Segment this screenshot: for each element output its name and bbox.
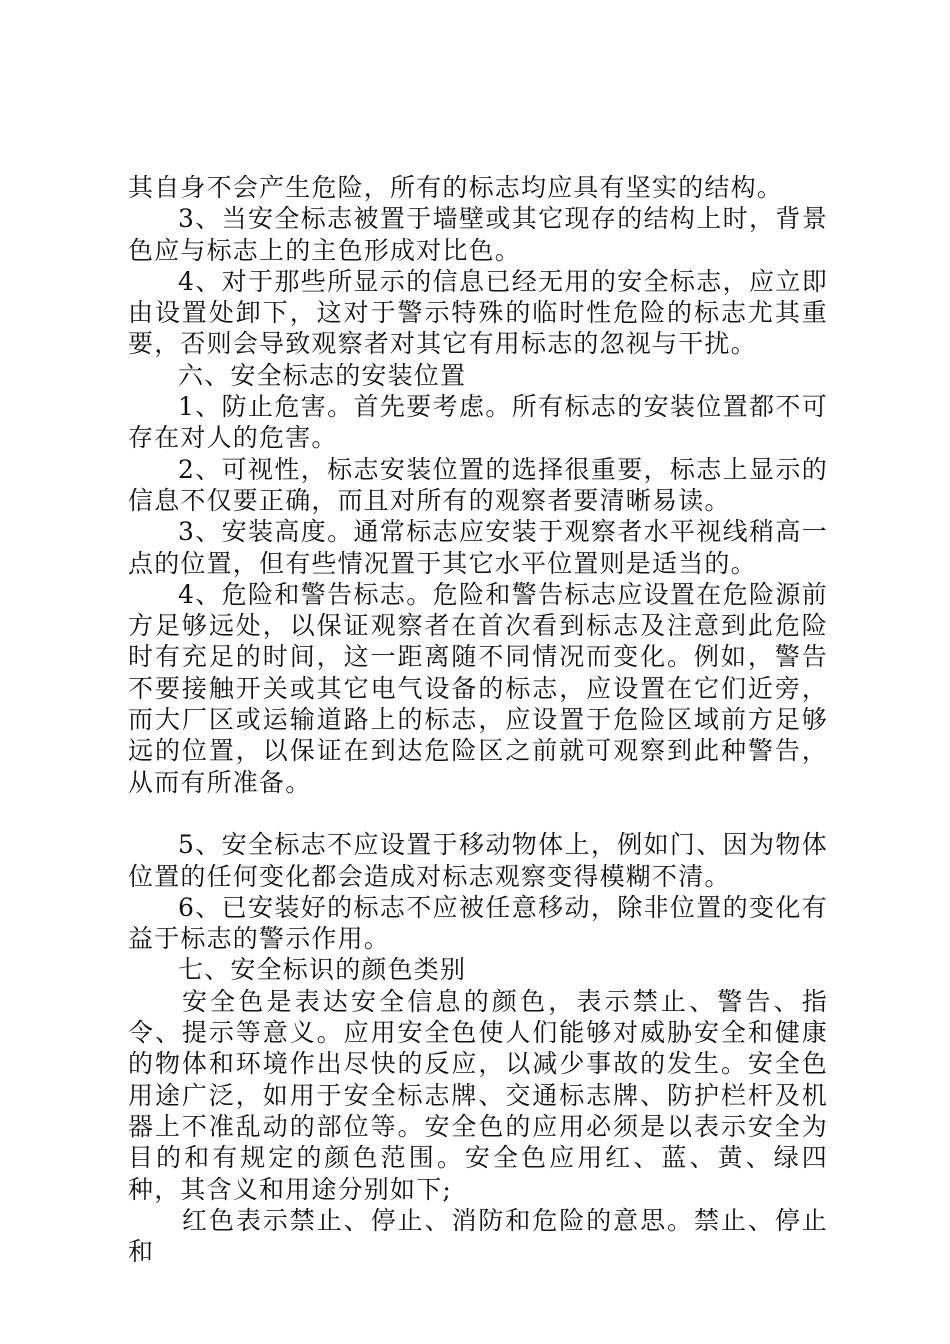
paragraph-red-meaning: 红色表示禁止、停止、消防和危险的意思。禁止、停止和	[128, 1205, 828, 1267]
paragraph-no-moving-objects: 5、安全标志不应设置于移动物体上，例如门、因为物体位置的任何变化都会造成对标志观察变得模糊不清。	[128, 830, 828, 891]
paragraph-installation-height: 3、安装高度。通常标志应安装于观察者水平视线稍高一点的位置，但有些情况置于其它水平位置则是适当的。	[128, 517, 828, 578]
paragraph-danger-warning-signs: 4、危险和警告标志。危险和警告标志应设置在危险源前方足够远处，以保证观察者在首次看到标志及注意到此危险时有充足的时间，这一距离随不同情况而变化。例如，警告不要接触开关或其它电气设备的标志，应设置在它们近旁，而大厂区或运输道路上的标志，应设置于危险区域前方足够远的位置，以保证在到达危险区之前就可观察到此种警告，从而有所准备。	[128, 579, 828, 797]
document-body	[128, 172, 828, 1267]
paragraph-no-arbitrary-moving: 6、已安装好的标志不应被任意移动，除非位置的变化有益于标志的警示作用。	[128, 892, 828, 954]
paragraph-prevent-harm: 1、防止危害。首先要考虑。所有标志的安装位置都不可存在对人的危害。	[128, 392, 828, 453]
paragraph-safety-colors: 安全色是表达安全信息的颜色，表示禁止、警告、指令、提示等意义。应用安全色使人们能够对威胁安全和健康的物体和环境作出尽快的反应，以减少事故的发生。安全色用途广泛，如用于安全标志牌、交通标志牌、防护栏杆及机器上不准乱动的部位等。安全色的应用必须是以表示安全为目的和有规定的颜色范围。安全色应用红、蓝、黄、绿四种，其含义和用途分别如下;	[128, 986, 828, 1204]
section-heading-color-categories: 七、安全标识的颜色类别	[178, 955, 467, 985]
paragraph-visibility: 2、可视性，标志安装位置的选择很重要，标志上显示的信息不仅要正确，而且对所有的观察者要清晰易读。	[128, 454, 828, 515]
paragraph-remove-obsolete-signs: 4、对于那些所显示的信息已经无用的安全标志，应立即由设置处卸下，这对于警示特殊的临时性危险的标志尤其重要，否则会导致观察者对其它有用标志的忽视与干扰。	[128, 266, 828, 359]
section-heading-installation-position: 六、安全标志的安装位置	[178, 360, 467, 390]
paragraph-continuation: 其自身不会产生危险，所有的标志均应具有坚实的结构。	[128, 173, 784, 202]
paragraph-background-contrast: 3、当安全标志被置于墙壁或其它现存的结构上时，背景色应与标志上的主色形成对比色。	[128, 204, 828, 265]
